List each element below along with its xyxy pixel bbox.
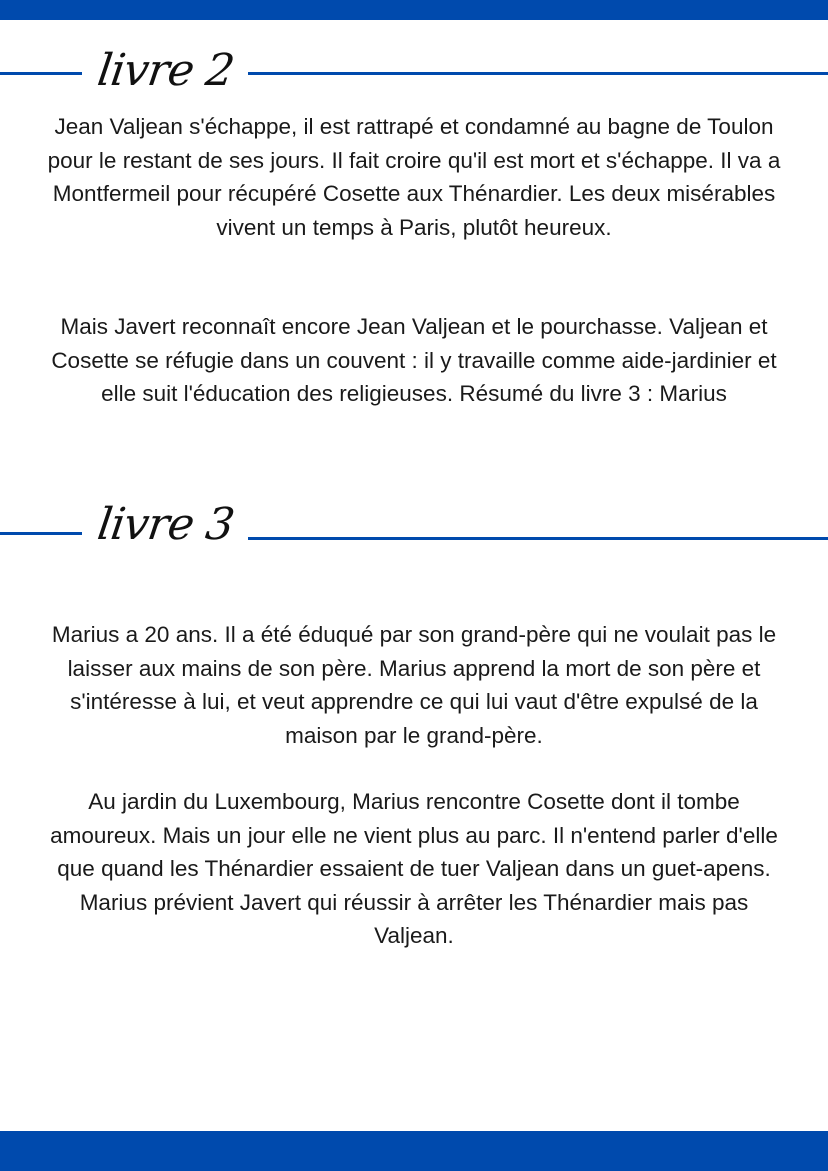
paragraph: Mais Javert reconnaît encore Jean Valjean et le pourchasse. Valjean et Cosette se réfugie dans un couvent : il y travaille comme aide-jardinier et elle suit l'éducation des religieuses. Résumé du livre 3 : Marius [51, 314, 777, 406]
section-heading-livre-3: livre 3 [94, 499, 237, 550]
heading-rule-left [0, 532, 82, 535]
paragraph: Jean Valjean s'échappe, il est rattrapé et condamné au bagne de Toulon pour le restant de ses jours. Il fait croire qu'il est mort et s'échappe. Il va a Montfermeil pour récupéré Cosette aux Thénardier. Les deux misérables vivent un temps à Paris, plutôt heureux. [47, 114, 781, 240]
heading-rule-right [248, 72, 828, 75]
top-accent-bar [0, 0, 828, 20]
heading-rule-left [0, 72, 82, 75]
paragraph: Au jardin du Luxembourg, Marius rencontre Cosette dont il tombe amoureux. Mais un jour elle ne vient plus au parc. Il n'entend parler d'elle que quand les Thénardier essaient de tuer Valjean dans un guet-apens. Marius prévient Javert qui réussir à arrêter les Thénardier mais pas Valjean. [50, 789, 778, 948]
bottom-accent-bar [0, 1131, 828, 1171]
heading-rule-right [248, 537, 828, 540]
paragraph: Marius a 20 ans. Il a été éduqué par son grand-père qui ne voulait pas le laisser aux mains de son père. Marius apprend la mort de son père et s'intéresse à lui, et veut apprendre ce qui lui vaut d'être expulsé de la maison par le grand-père. [51, 622, 777, 748]
section-heading-livre-2: livre 2 [94, 45, 237, 96]
